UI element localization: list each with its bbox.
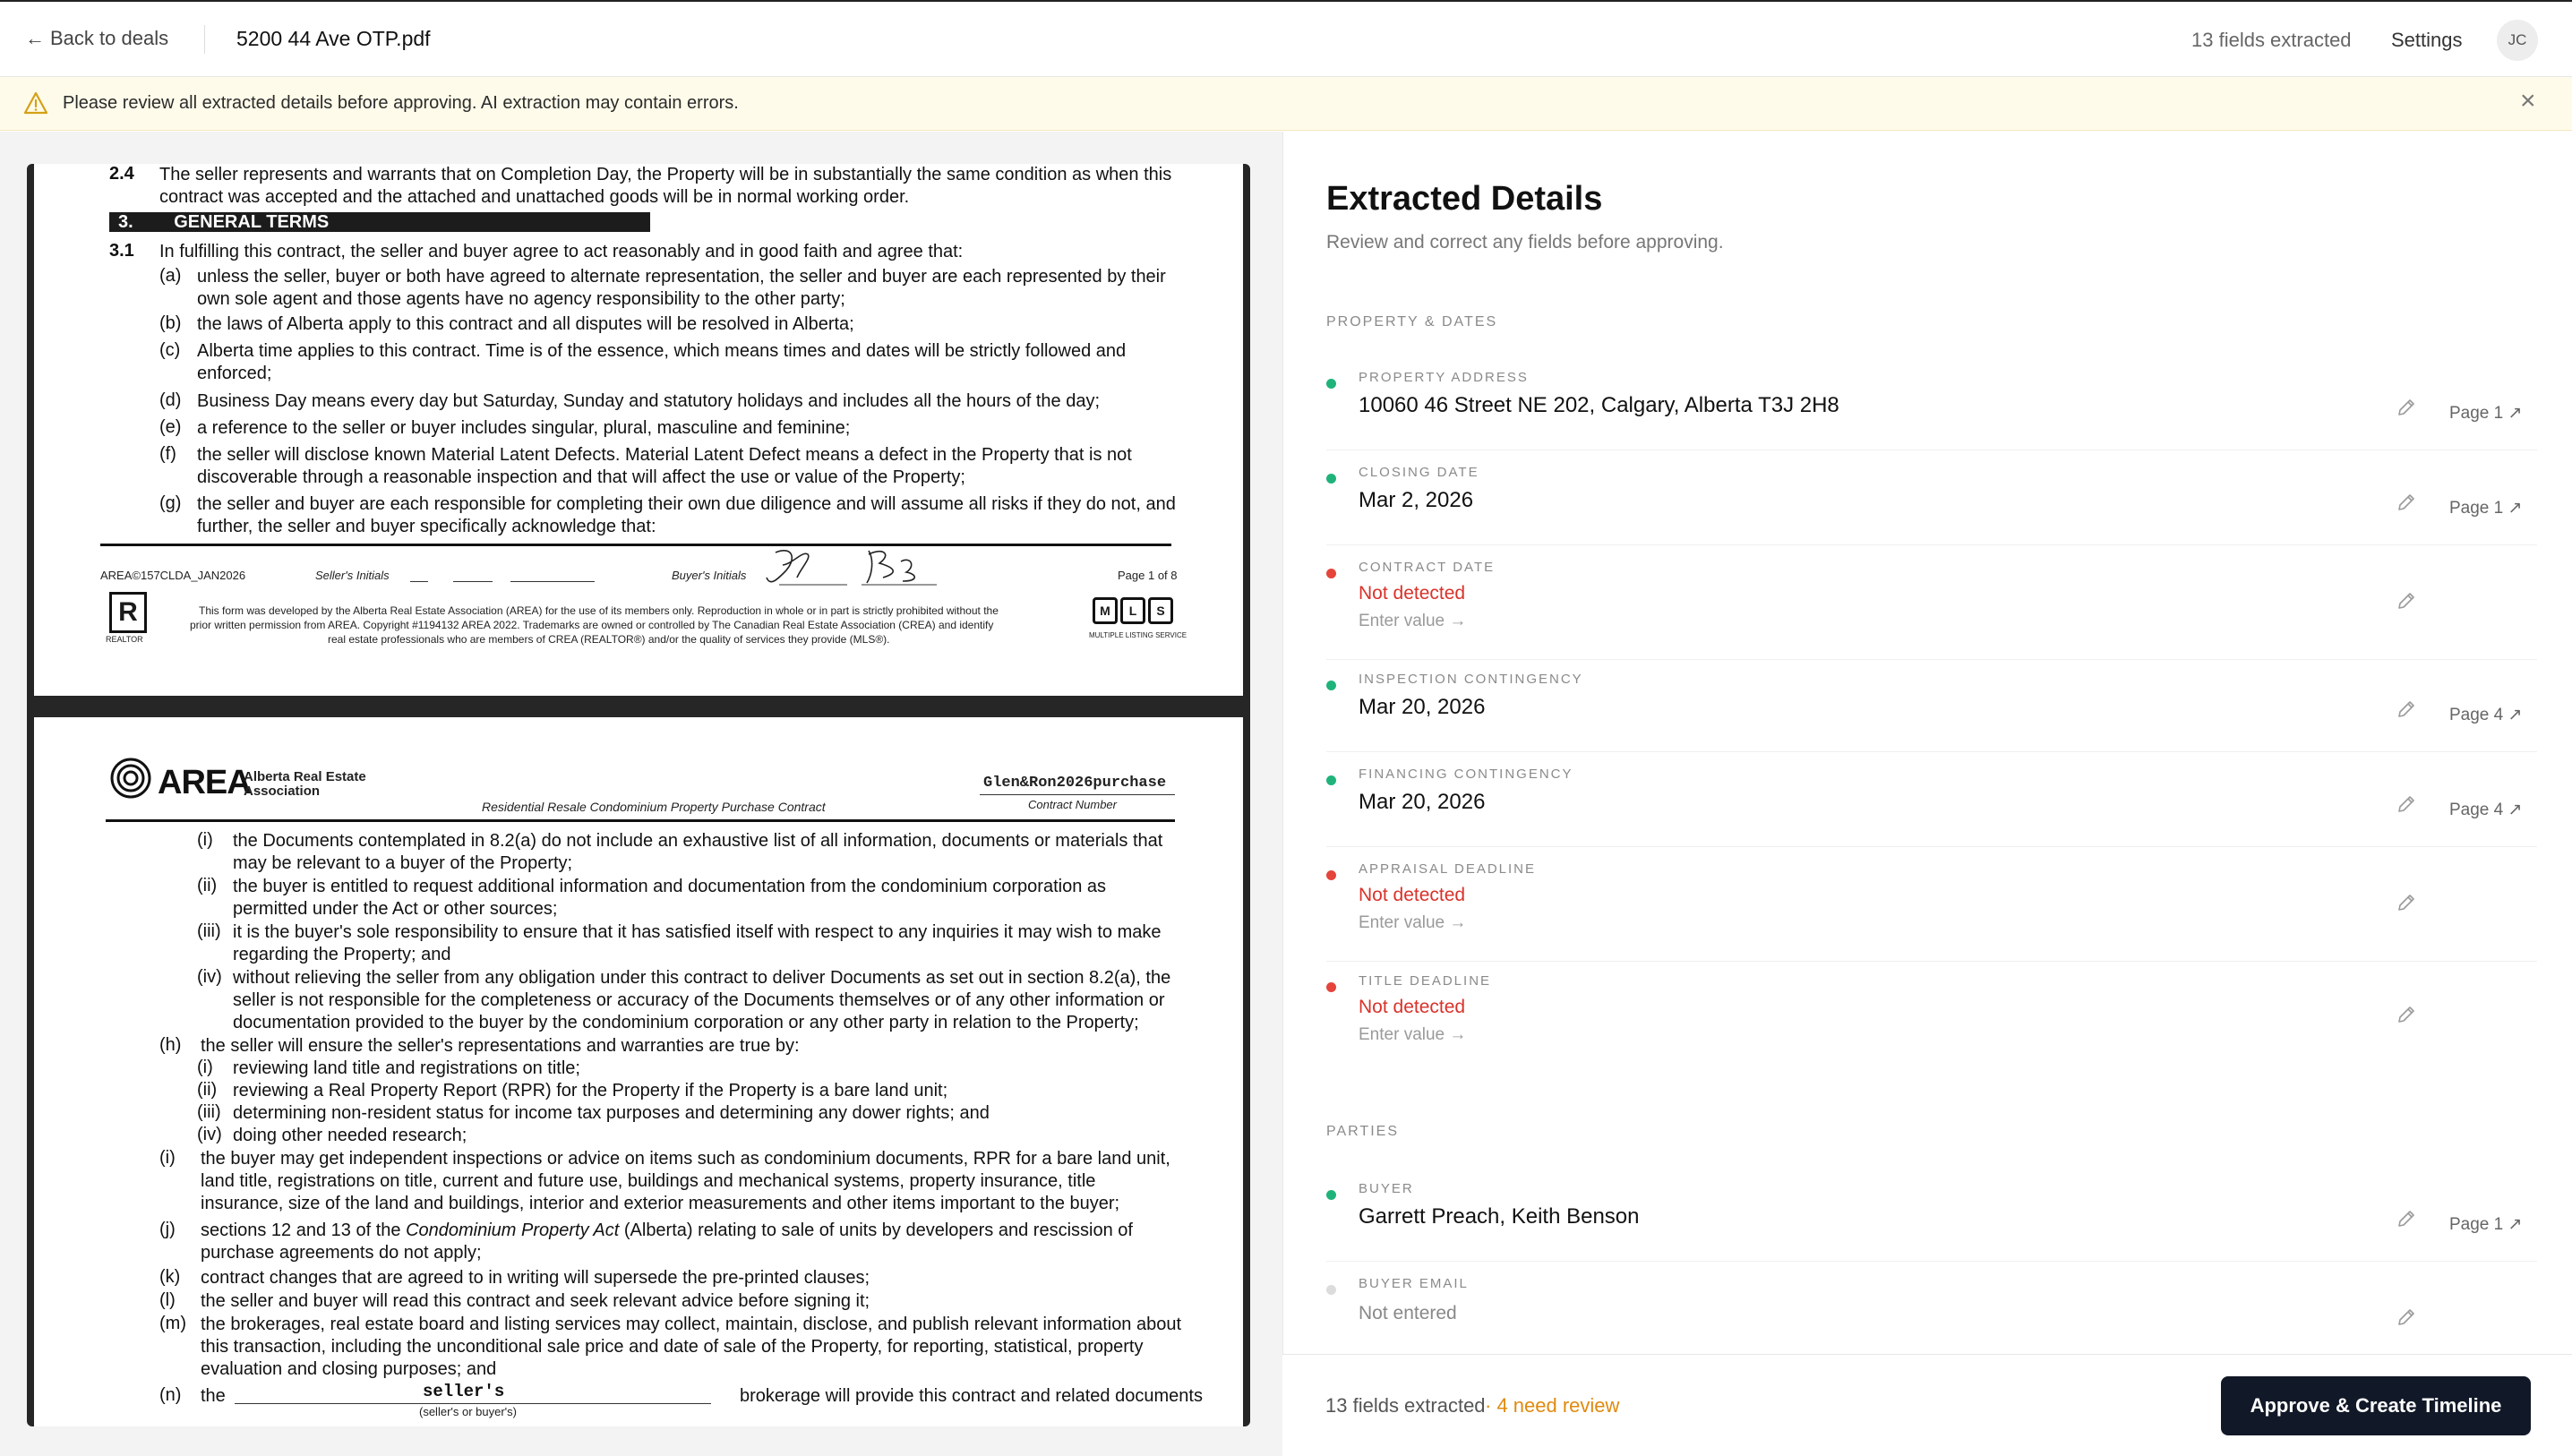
clause-tag: (ii)	[197, 876, 218, 895]
field-buyer	[1326, 1181, 2537, 1262]
pdf-text-line: The seller represents and warrants that on Completion Day, the Property will be in substantially the same condition as when this	[159, 165, 1172, 184]
pencil-icon[interactable]	[2396, 590, 2417, 612]
field-value: Not detected	[1359, 583, 1466, 604]
approve-create-timeline-button[interactable]: Approve & Create Timeline	[2221, 1376, 2531, 1435]
contract-number: Glen&Ron2026purchase	[983, 775, 1167, 792]
clause-tag: (e)	[159, 417, 182, 437]
clause-tag: (k)	[159, 1267, 181, 1287]
section-title: GENERAL TERMS	[174, 212, 330, 232]
contract-number-line	[980, 794, 1175, 795]
field-label: BUYER	[1359, 1181, 1414, 1196]
status-dot	[1326, 569, 1336, 578]
pdf-text-line	[201, 1220, 1133, 1241]
pencil-icon[interactable]	[2396, 397, 2417, 418]
pdf-page	[34, 164, 1243, 696]
field-value[interactable]: Mar 2, 2026	[1359, 488, 1474, 512]
mls-logo	[1093, 597, 1173, 624]
field-property-address	[1326, 370, 2537, 450]
clause-tag: (c)	[159, 340, 181, 360]
status-dot	[1326, 982, 1336, 992]
warning-icon	[23, 91, 48, 115]
pdf-text-line: insurance, size of the land and buildings, interior and exterior measurements and other items important to the buyer;	[201, 1194, 1120, 1213]
field-buyer-email	[1326, 1276, 2537, 1351]
pdf-text-line: In fulfilling this contract, the seller and buyer agree to act reasonably and in good faith and agree that:	[159, 242, 964, 261]
fill-in-caption: (seller's or buyer's)	[419, 1405, 517, 1418]
mls-letter: M	[1093, 597, 1118, 624]
settings-link[interactable]: Settings	[2391, 29, 2463, 51]
pdf-text-line: the laws of Alberta apply to this contract and all disputes will be resolved in Alberta;	[197, 314, 854, 334]
pdf-text-line: the seller will disclose known Material Latent Defects. Material Latent Defect means a defect in the Property that is not	[197, 445, 1132, 465]
pdf-text-fragment: sections 12 and 13 of the	[201, 1220, 407, 1240]
status-dot	[1326, 681, 1336, 690]
pdf-viewer[interactable]	[0, 132, 1282, 1456]
pencil-icon[interactable]	[2396, 1208, 2417, 1229]
pdf-text-line: permitted under the Act or other sources;	[233, 899, 558, 919]
pdf-text-line: a reference to the seller or buyer includes singular, plural, masculine and feminine;	[197, 418, 851, 438]
pdf-text-line: the	[201, 1386, 226, 1406]
area-logo-icon	[109, 757, 152, 800]
clause-tag: (iii)	[197, 1102, 221, 1122]
avatar[interactable]: JC	[2497, 20, 2538, 61]
pdf-text-line: own sole agent and those agents have no agency responsibility to the other party;	[197, 289, 845, 309]
pdf-text-line: reviewing a Real Property Report (RPR) for the Property if the Property is a bare land unit;	[233, 1081, 948, 1101]
pdf-text-line: documentation provided to the buyer by the condominium corporation or any other party in relation to the Property;	[233, 1013, 1139, 1032]
page-reference-link[interactable]: Page 1 ↗	[2449, 1215, 2523, 1234]
buyer-initials-label: Buyer's Initials	[672, 569, 747, 582]
initials-line	[410, 581, 428, 582]
field-label: CLOSING DATE	[1359, 465, 1479, 480]
pdf-text-line: land title, registrations on title, current and future use, buildings and mechanical systems, property insurance, title	[201, 1171, 1096, 1191]
pencil-icon[interactable]	[2396, 793, 2417, 815]
pdf-text-line: it is the buyer's sole responsibility to ensure that it has satisfied itself with respect to any inquiries it may wish to make	[233, 922, 1162, 942]
back-label: Back to deals	[50, 27, 169, 49]
pdf-text-line: contract changes that are agreed to in writing will supersede the pre-printed clauses;	[201, 1268, 870, 1288]
disclaimer-line: real estate professionals who are members of CREA (REALTOR®) and/or the quality of services they provide (MLS®).	[328, 633, 890, 646]
buyer-initials-signature	[758, 542, 955, 595]
field-value[interactable]: Not entered	[1359, 1303, 1457, 1323]
review-warning-banner	[0, 77, 2572, 131]
section-number: 3.1	[109, 241, 134, 261]
realtor-logo-label: REALTOR	[106, 635, 143, 644]
pdf-text-line: brokerage will provide this contract and related documents	[740, 1386, 1203, 1406]
mls-letter: S	[1148, 597, 1173, 624]
needs-review-count: · 4 need review	[1485, 1394, 1620, 1417]
field-financing-contingency	[1326, 767, 2537, 847]
field-label: INSPECTION CONTINGENCY	[1359, 672, 1583, 687]
pdf-page	[34, 717, 1243, 1426]
section-number: 2.4	[109, 164, 134, 184]
pdf-text-fragment: (Alberta) relating to sale of units by developers and rescission of	[619, 1220, 1133, 1240]
pdf-text-line: the seller will ensure the seller's representations and warranties are true by:	[201, 1036, 800, 1056]
pencil-icon[interactable]	[2396, 698, 2417, 720]
page-reference-link[interactable]: Page 4 ↗	[2449, 706, 2523, 724]
pdf-text-line: the Documents contemplated in 8.2(a) do not include an exhaustive list of all information, documents or materials that	[233, 831, 1163, 851]
pdf-text-line: unless the seller, buyer or both have agreed to alternate representation, the seller and buyer are each represented by their	[197, 267, 1166, 287]
page-reference-link[interactable]: Page 4 ↗	[2449, 801, 2523, 819]
field-title-deadline	[1326, 973, 2537, 1074]
pdf-text-line: the buyer may get independent inspections or advice on items such as condominium documents, RPR for a bare land unit,	[201, 1149, 1170, 1169]
pdf-text-line: regarding the Property; and	[233, 945, 451, 964]
section-label-property: PROPERTY & DATES	[1326, 314, 1498, 330]
section-label-parties: PARTIES	[1326, 1124, 1399, 1139]
divider	[100, 544, 1171, 546]
field-value: Not detected	[1359, 885, 1466, 905]
pdf-text-line: further, the seller and buyer specifically acknowledge that:	[197, 517, 656, 536]
pdf-text-line: the brokerages, real estate board and listing services may collect, maintain, disclose, and publish relevant information about	[201, 1315, 1182, 1334]
pdf-text-line: doing other needed research;	[233, 1126, 467, 1145]
clause-tag: (l)	[159, 1290, 176, 1310]
disclaimer-line: This form was developed by the Alberta Real Estate Association (AREA) for the use of its members only. Reproduction in whole or in part is strictly prohibited without the	[199, 604, 999, 617]
field-value[interactable]: 10060 46 Street NE 202, Calgary, Alberta T3J 2H8	[1359, 393, 1839, 417]
realtor-logo: R	[109, 592, 147, 633]
fill-in-value: seller's	[423, 1382, 505, 1401]
pdf-text-line: may be relevant to a buyer of the Property;	[233, 853, 573, 873]
field-label: TITLE DEADLINE	[1359, 973, 1492, 989]
pdf-text-line: without relieving the seller from any obligation under this contract to deliver Documents as set out in section 8.2(a), the	[233, 968, 1171, 988]
clause-tag: (i)	[159, 1148, 176, 1168]
field-value[interactable]: Mar 20, 2026	[1359, 790, 1486, 814]
field-label: CONTRACT DATE	[1359, 560, 1496, 575]
pdf-text-line: seller is not responsible for the completeness or accuracy of the Documents themselves or of any other information or	[233, 990, 1165, 1010]
status-dot	[1326, 474, 1336, 484]
mls-caption: MULTIPLE LISTING SERVICE	[1089, 631, 1187, 639]
pdf-text-line: evaluation and closing purposes; and	[201, 1359, 497, 1379]
field-label: BUYER EMAIL	[1359, 1276, 1469, 1291]
status-dot	[1326, 775, 1336, 785]
panel-subtitle: Review and correct any fields before approving.	[1326, 232, 1724, 253]
pdf-text-line: this transaction, including the unconditional sale price and date of sale of the Property, for reporting, statistical, property	[201, 1337, 1144, 1357]
field-contract-date	[1326, 560, 2537, 660]
pencil-icon[interactable]	[2396, 1004, 2417, 1025]
clause-tag: (iii)	[197, 921, 221, 941]
enter-value-link[interactable]: Enter value →	[1359, 1025, 1467, 1044]
pdf-text-line: Alberta time applies to this contract. Time is of the essence, which means times and dates will be strictly followed and	[197, 341, 1127, 361]
disclaimer-line: prior written permission from AREA. Copyright #1194132 AREA 2022. Trademarks are owned or controlled by The Canadian Real Estate Association (CREA) and identify	[190, 619, 994, 631]
section-number: 3.	[118, 212, 133, 232]
divider	[204, 25, 205, 54]
extracted-details-panel	[1282, 132, 2572, 1456]
field-label: FINANCING CONTINGENCY	[1359, 767, 1573, 782]
pencil-icon[interactable]	[2396, 892, 2417, 913]
clause-tag: (n)	[159, 1385, 182, 1405]
banner-text: Please review all extracted details before approving. AI extraction may contain errors.	[63, 93, 739, 113]
clause-tag: (b)	[159, 313, 182, 333]
fill-in-line	[235, 1403, 711, 1404]
close-icon[interactable]: ×	[2520, 86, 2536, 116]
pencil-icon[interactable]	[2396, 1306, 2417, 1328]
clause-tag: (iv)	[197, 967, 222, 987]
clause-tag: (ii)	[197, 1080, 218, 1100]
panel-title: Extracted Details	[1326, 180, 1603, 218]
pdf-text-line: the buyer is entitled to request additional information and documentation from the condominium corporation as	[233, 877, 1107, 896]
clause-tag: (i)	[197, 830, 213, 850]
field-value[interactable]: Garrett Preach, Keith Benson	[1359, 1204, 1640, 1229]
field-value[interactable]: Mar 20, 2026	[1359, 695, 1486, 719]
pdf-text-line: Business Day means every day but Saturday, Sunday and statutory holidays and includes all the hours of the day;	[197, 391, 1100, 411]
fields-extracted-count: 13 fields extracted	[2191, 29, 2352, 51]
form-code: AREA©157CLDA_JAN2026	[100, 569, 246, 582]
area-name: Association	[244, 784, 321, 799]
enter-value-link[interactable]: Enter value →	[1359, 913, 1467, 932]
pdf-text-line: the seller and buyer will read this contract and seek relevant advice before signing it;	[201, 1291, 870, 1311]
contract-number-label: Contract Number	[1028, 798, 1117, 811]
clause-tag: (g)	[159, 493, 182, 513]
page-number-text: Page 1 of 8	[1118, 569, 1178, 582]
initials-line	[453, 581, 493, 582]
pdf-text-line: discoverable through a reasonable inspection and that will affect the use or value of the Property;	[197, 467, 965, 487]
status-dot	[1326, 1190, 1336, 1200]
pdf-text-line: purchase agreements do not apply;	[201, 1243, 482, 1263]
clause-tag: (i)	[197, 1058, 213, 1077]
pdf-text-line: reviewing land title and registrations on title;	[233, 1058, 580, 1078]
field-label: APPRAISAL DEADLINE	[1359, 861, 1537, 877]
field-appraisal-deadline	[1326, 861, 2537, 962]
status-dot	[1326, 870, 1336, 880]
contract-title: Residential Resale Condominium Property Purchase Contract	[482, 800, 826, 814]
pdf-document[interactable]	[27, 164, 1250, 1426]
clause-tag: (d)	[159, 390, 182, 410]
file-name: 5200 44 Ave OTP.pdf	[236, 27, 431, 50]
page-reference-link[interactable]: Page 1 ↗	[2449, 404, 2523, 423]
status-dot	[1326, 379, 1336, 389]
clause-tag: (f)	[159, 444, 176, 464]
field-label: PROPERTY ADDRESS	[1359, 370, 1529, 385]
clause-tag: (m)	[159, 1314, 186, 1333]
arrow-left-icon: ←	[25, 27, 45, 49]
area-logo-text: AREA	[158, 764, 251, 801]
pencil-icon[interactable]	[2396, 492, 2417, 513]
pdf-text-line: enforced;	[197, 364, 272, 383]
pdf-text-italic: Condominium Property Act	[406, 1220, 620, 1240]
initials-line	[510, 581, 595, 582]
divider	[106, 819, 1175, 822]
field-inspection-contingency	[1326, 672, 2537, 752]
footer-fields-count: 13 fields extracted	[1325, 1394, 1486, 1417]
pdf-text-line: the seller and buyer are each responsible for completing their own due diligence and will assume all risks if they do not, and	[197, 494, 1176, 514]
seller-initials-label: Seller's Initials	[315, 569, 390, 582]
clause-tag: (j)	[159, 1220, 176, 1239]
back-to-deals-link[interactable]	[25, 27, 168, 50]
clause-tag: (iv)	[197, 1125, 222, 1144]
page-reference-link[interactable]: Page 1 ↗	[2449, 499, 2523, 518]
clause-tag: (a)	[159, 266, 182, 286]
area-name: Alberta Real Estate	[244, 769, 366, 784]
top-bar	[0, 0, 2572, 77]
pdf-text-line: contract was accepted and the attached and unattached goods will be in normal working order.	[159, 187, 910, 207]
section-heading-bar	[109, 212, 650, 232]
enter-value-link[interactable]: Enter value →	[1359, 612, 1467, 630]
mls-letter: L	[1120, 597, 1145, 624]
pdf-text-line: determining non-resident status for income tax purposes and determining any dower rights; and	[233, 1103, 990, 1123]
clause-tag: (h)	[159, 1035, 182, 1055]
field-closing-date	[1326, 465, 2537, 545]
panel-footer	[1282, 1354, 2572, 1456]
field-value: Not detected	[1359, 997, 1466, 1017]
status-dot	[1326, 1285, 1336, 1295]
